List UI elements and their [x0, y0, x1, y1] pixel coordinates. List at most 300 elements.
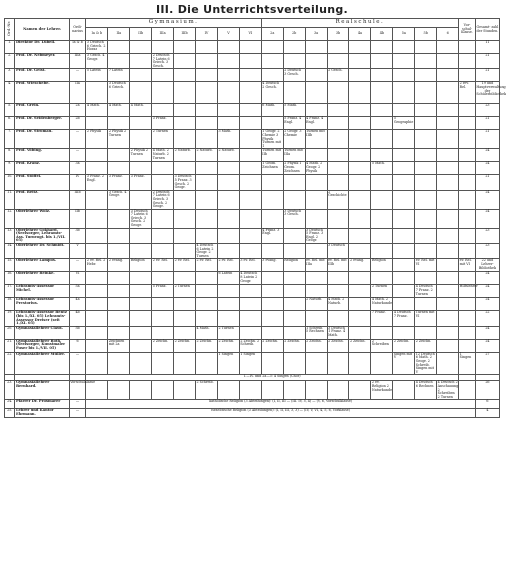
gym-cell	[239, 175, 261, 190]
table-row	[5, 82, 500, 104]
real-cell	[349, 209, 371, 228]
vorschule-cell	[459, 190, 476, 209]
gym-cell	[152, 298, 174, 311]
table-row	[5, 244, 500, 259]
real-cell	[261, 209, 283, 228]
real-cell	[283, 228, 305, 243]
ordinarius-cell: 6	[69, 339, 86, 352]
gym-cell: 2 ev. Rel. 2 Hebr.	[86, 259, 108, 272]
real-cell: Singen mit V	[393, 352, 415, 375]
real-cell	[437, 298, 459, 311]
teaching-distribution-table	[4, 18, 506, 418]
real-cell	[437, 285, 459, 298]
gym-cell: 6 Latein	[217, 272, 239, 285]
gym-cell	[217, 54, 239, 69]
header-real-3: 3b	[327, 28, 349, 41]
gym-cell	[130, 54, 152, 69]
gym-cell	[217, 104, 239, 117]
real-cell: 4 Deutsch 7 Franz. 2 Turnen	[415, 285, 437, 298]
gym-cell: 2 Physik	[86, 130, 108, 149]
table-row	[5, 228, 500, 243]
gym-cell	[196, 285, 218, 298]
singing-note: I.—IV. und 2a—3: 4 Singen (Chor)	[86, 375, 459, 381]
gym-cell	[86, 326, 108, 339]
gym-cell: 2 ev. Rel.	[174, 259, 196, 272]
gym-cell: 4 Math. 2 Naturb. 2 Turnen	[152, 149, 174, 162]
ordinarius-cell: —	[69, 259, 86, 272]
header-ord-nr: Ord.-Nr.	[5, 19, 15, 41]
row-number: 14.	[5, 244, 15, 259]
real-cell: 2 ev. Religion 2 Naturkunde	[371, 381, 393, 400]
vorschule-cell	[459, 69, 476, 82]
ordinarius-cell: —	[69, 400, 86, 409]
real-cell	[283, 175, 305, 190]
gym-cell	[86, 228, 108, 243]
real-cell	[349, 69, 371, 82]
teacher-name: Prof. Kranz.	[15, 162, 69, 175]
table-row	[5, 381, 500, 400]
gym-cell: 3 Deutsch 5 Franz. 3 Gesch. 2 Geogr.	[174, 175, 196, 190]
real-cell: ev. Rel. mit VI	[415, 259, 437, 272]
real-cell: Turnen mit IIIa	[283, 149, 305, 162]
gym-cell: 1 Singen	[239, 352, 261, 375]
gym-cell	[239, 149, 261, 162]
real-cell	[415, 162, 437, 175]
gym-cell	[130, 352, 152, 375]
real-cell	[261, 352, 283, 375]
real-cell: Religion	[283, 259, 305, 272]
table-row	[5, 162, 500, 175]
row-number: 13.	[5, 228, 15, 243]
real-cell	[349, 352, 371, 375]
real-cell	[393, 41, 415, 54]
real-cell	[349, 82, 371, 104]
table-row	[5, 259, 500, 272]
real-cell	[437, 130, 459, 149]
real-cell	[371, 209, 393, 228]
total-hours: 22	[475, 311, 499, 326]
row-number: 9.	[5, 162, 15, 175]
table-row	[5, 69, 500, 82]
header-gym-4: IIIb	[174, 28, 196, 41]
real-cell	[261, 326, 283, 339]
gym-cell	[196, 175, 218, 190]
gym-cell	[152, 162, 174, 175]
ordinarius-cell: Vorschulklasse	[69, 381, 86, 400]
gym-cell	[108, 352, 130, 375]
real-cell	[283, 311, 305, 326]
total-hours: 4	[475, 409, 499, 418]
row-number: 20.	[5, 326, 15, 339]
gym-cell	[217, 381, 239, 400]
real-cell: 2 Zeichn.	[305, 339, 327, 352]
gym-cell	[152, 175, 174, 190]
real-cell: 3 Deutsch 3 Gesch.	[283, 209, 305, 228]
vorschule-cell	[459, 162, 476, 175]
real-cell	[349, 162, 371, 175]
gym-cell	[86, 285, 108, 298]
gym-cell	[239, 130, 261, 149]
real-cell: 4 Deutsch 6 Rechnen	[415, 381, 437, 400]
teacher-name: Prof. Dr. Seidenberger.	[15, 117, 69, 130]
gym-cell	[196, 41, 218, 54]
teacher-name: Prof. Dr. Nebmeyer.	[15, 54, 69, 69]
gym-cell	[174, 130, 196, 149]
teacher-name: Lehramts-Assessor Bentz (bis 1./XI. 05) Lehramts-Assessor Dreiser (seit 1./XI. 05)	[15, 311, 69, 326]
real-cell	[261, 381, 283, 400]
ordinarius-cell: 5a	[69, 285, 86, 298]
total-hours: 21	[475, 175, 499, 190]
teacher-name: Prof. Dr. Stromau.	[15, 130, 69, 149]
gym-cell	[239, 82, 261, 104]
gym-cell	[152, 209, 174, 228]
vorschule-cell	[459, 381, 476, 400]
real-cell: 2 Deutsch 3 Gesch.	[283, 69, 305, 82]
vorschule-cell	[459, 311, 476, 326]
table-row	[5, 209, 500, 228]
gym-cell	[239, 162, 261, 175]
real-cell: 5 Franz. 4 Engl.	[283, 117, 305, 130]
real-cell	[371, 82, 393, 104]
header-real-5: 4b	[371, 28, 393, 41]
total-hours: 24	[475, 285, 499, 298]
total-hours: 24	[475, 298, 499, 311]
real-cell	[349, 381, 371, 400]
table-row	[5, 130, 500, 149]
gym-cell: 4 Deutsch 8 Latein 2 Geogr.	[239, 272, 261, 285]
ordinarius-cell: —	[69, 409, 86, 418]
teacher-name: Oberlehrer Reinke.	[15, 272, 69, 285]
real-cell	[283, 272, 305, 285]
real-cell	[283, 326, 305, 339]
gym-cell	[196, 104, 218, 117]
gym-cell	[239, 381, 261, 400]
row-number: 24.	[5, 400, 15, 409]
real-cell	[437, 69, 459, 82]
real-cell	[261, 298, 283, 311]
teacher-name: Direktor Dr. Lübell.	[15, 41, 69, 54]
table-row	[5, 175, 500, 190]
gym-cell	[217, 82, 239, 104]
real-cell	[437, 339, 459, 352]
vorschule-cell: 1 Singen	[459, 352, 476, 375]
real-cell	[371, 228, 393, 243]
real-cell	[327, 54, 349, 69]
gym-cell	[108, 149, 130, 162]
real-cell	[371, 69, 393, 82]
gym-cell	[217, 244, 239, 259]
real-cell	[371, 41, 393, 54]
gym-cell	[152, 228, 174, 243]
table-row	[5, 117, 500, 130]
real-cell	[349, 285, 371, 298]
real-cell	[437, 244, 459, 259]
ordinarius-cell: IV	[69, 175, 86, 190]
teacher-name: Prof. Grein.	[15, 104, 69, 117]
total-hours: 21	[475, 117, 499, 130]
header-real-6: 5a	[393, 28, 415, 41]
gym-cell: 4 Deutsch 6 Latein 2 Geogr. 2 Turnen	[196, 244, 218, 259]
real-cell: 1 Geogr. 2 Chemie 3 Physik Turnen mit 1	[261, 130, 283, 149]
gym-cell	[196, 69, 218, 82]
real-cell	[393, 82, 415, 104]
real-cell	[393, 104, 415, 117]
gym-cell	[86, 117, 108, 130]
real-cell	[305, 244, 327, 259]
real-cell	[349, 311, 371, 326]
gym-cell: 2 Naturb.	[174, 149, 196, 162]
ordinarius-cell: Ia & b	[69, 41, 86, 54]
row-number: 12.	[5, 209, 15, 228]
gym-cell: 3 Franz.	[108, 175, 130, 190]
total-hours: 21	[475, 54, 499, 69]
row-number: 5.	[5, 104, 15, 117]
gym-cell	[196, 298, 218, 311]
header-gym-6: V	[217, 28, 239, 41]
gym-cell	[86, 272, 108, 285]
teacher-name: Lehramts-Assessor Prestorius.	[15, 298, 69, 311]
gym-cell: 2 Physik 2 Turnen	[108, 130, 130, 149]
gym-cell	[86, 162, 108, 175]
table-row	[5, 326, 500, 339]
real-cell	[415, 298, 437, 311]
real-cell	[261, 272, 283, 285]
total-hours: 11	[475, 41, 499, 54]
table-row	[5, 41, 500, 54]
religion-note: katholische Religion (3 Abteilungen): (I, II, III — (III. IV, 5, 4) — (V, 6, Vorschulklasse)	[86, 400, 475, 409]
gym-cell	[108, 228, 130, 243]
real-cell: 5 Geographie	[393, 117, 415, 130]
real-cell	[305, 272, 327, 285]
gym-cell	[239, 117, 261, 130]
real-cell: 2 Gesch.	[327, 69, 349, 82]
total-hours: 23	[475, 104, 499, 117]
real-cell: 2 Zeichn.	[393, 339, 415, 352]
real-cell: 2 Zeichn.	[327, 339, 349, 352]
ordinarius-cell: 3b	[69, 228, 86, 243]
real-cell	[327, 352, 349, 375]
gym-cell: 2 ev. Rel.	[152, 259, 174, 272]
real-cell	[327, 41, 349, 54]
gym-cell: 1 Singen	[217, 352, 239, 375]
gym-cell	[217, 285, 239, 298]
real-cell	[327, 104, 349, 117]
real-cell	[261, 285, 283, 298]
real-cell: ev. Rel. mit IIIa	[305, 259, 327, 272]
ordinarius-cell: IIb	[69, 209, 86, 228]
gym-cell	[174, 311, 196, 326]
teacher-name: Gymnasiallehrer Müller.	[15, 352, 69, 375]
vorschule-cell	[459, 149, 476, 162]
gym-cell	[86, 190, 108, 209]
row-number: 17.	[5, 285, 15, 298]
gym-cell	[239, 190, 261, 209]
gym-cell	[174, 381, 196, 400]
gym-cell	[239, 285, 261, 298]
real-cell: 3 Deutsch	[327, 244, 349, 259]
table-row	[5, 339, 500, 352]
real-cell: 2 Zeichn.	[349, 339, 371, 352]
real-cell: Turnen mit IIb	[261, 149, 283, 162]
vorschule-cell	[459, 298, 476, 311]
real-cell	[437, 175, 459, 190]
gym-cell	[86, 82, 108, 104]
gym-cell	[196, 117, 218, 130]
real-cell: 4 Math. 2 Naturkunde	[371, 298, 393, 311]
gym-cell	[108, 381, 130, 400]
ordinarius-cell: 3a	[69, 162, 86, 175]
real-cell	[437, 54, 459, 69]
vorschule-cell: Hilfslehrer	[459, 285, 476, 298]
gym-cell	[239, 41, 261, 54]
header-real-1: 2b	[283, 28, 305, 41]
real-cell: 4 Deutsch 2 Anschauung 2 Schreiben 2 Turnen	[437, 380, 459, 399]
real-cell: 2 evang.	[349, 259, 371, 272]
gym-cell	[196, 209, 218, 228]
gym-cell: 4 Math.	[196, 326, 218, 339]
total-hours: 21	[475, 69, 499, 82]
real-cell	[327, 82, 349, 104]
teacher-name: Gymnasiallehrer Bernhard.	[15, 381, 69, 400]
gym-cell	[152, 352, 174, 375]
real-cell	[393, 285, 415, 298]
header-gym-5: IV	[196, 28, 218, 41]
row-number: 11.	[5, 190, 15, 209]
header-teacher: Namen der Lehrer.	[15, 19, 69, 41]
total-hours: 24	[475, 326, 499, 339]
gym-cell	[196, 352, 218, 375]
vorschule-cell	[459, 41, 476, 54]
real-cell	[393, 326, 415, 339]
gym-cell	[108, 162, 130, 175]
header-real-4: 4a	[349, 28, 371, 41]
vorschule-cell	[459, 228, 476, 243]
real-cell	[437, 209, 459, 228]
vorschule-cell	[459, 130, 476, 149]
gym-cell	[217, 117, 239, 130]
real-cell	[305, 54, 327, 69]
gym-cell	[239, 54, 261, 69]
gym-cell	[130, 285, 152, 298]
ordinarius-cell: 4a	[69, 298, 86, 311]
real-cell	[349, 298, 371, 311]
gym-cell	[130, 228, 152, 243]
gym-cell	[130, 162, 152, 175]
real-cell	[437, 259, 459, 272]
real-cell	[415, 41, 437, 54]
header-vorschule: Vor- schul- Klasse.	[459, 19, 476, 41]
gym-cell	[130, 69, 152, 82]
vorschule-cell	[459, 117, 476, 130]
real-cell: 7 Franz.	[371, 311, 393, 326]
real-cell	[371, 104, 393, 117]
gym-cell	[239, 298, 261, 311]
ordinarius-cell: IIIa	[69, 54, 86, 69]
real-cell	[261, 311, 283, 326]
teacher-name: Prof. Vöbing.	[15, 149, 69, 162]
gym-cell	[130, 82, 152, 104]
row-number: 19.	[5, 311, 15, 326]
total-hours: 23	[475, 228, 499, 243]
gym-cell	[86, 209, 108, 228]
page-title: III. Die Unterrichtsverteilung.	[155, 3, 349, 16]
teacher-name: Prof. Wieschebe.	[15, 82, 69, 104]
real-cell	[415, 272, 437, 285]
ordinarius-cell: IIa	[69, 82, 86, 104]
row-number: 8.	[5, 149, 15, 162]
real-cell	[349, 272, 371, 285]
gym-cell: 3 Deutsch 6 Griech.	[108, 82, 130, 104]
gym-cell: 3 Franz.	[152, 117, 174, 130]
gym-cell: 3 Gesch. 4 Geogr.	[108, 190, 130, 209]
real-cell	[349, 175, 371, 190]
real-cell	[305, 209, 327, 228]
header-realschule: Realschule.	[261, 19, 458, 28]
gym-cell	[239, 209, 261, 228]
real-cell	[393, 228, 415, 243]
total-hours: 26	[475, 381, 499, 400]
real-cell	[327, 130, 349, 149]
ordinarius-cell: V	[69, 244, 86, 259]
gym-cell	[130, 381, 152, 400]
header-ordinarius: Ordi- narius	[69, 19, 86, 41]
real-cell	[261, 54, 283, 69]
real-cell	[349, 54, 371, 69]
gym-cell: 3 Franz. 2 Engl.	[86, 175, 108, 190]
gym-cell	[130, 326, 152, 339]
real-cell	[327, 117, 349, 130]
real-cell	[437, 41, 459, 54]
ordinarius-cell: 2b	[69, 117, 86, 130]
gym-cell	[108, 311, 130, 326]
total-hours: 24	[475, 149, 499, 162]
real-cell	[327, 381, 349, 400]
real-cell	[349, 190, 371, 209]
real-cell	[371, 149, 393, 162]
real-cell	[437, 272, 459, 285]
real-cell	[305, 190, 327, 209]
real-cell	[283, 381, 305, 400]
real-cell: Religion	[371, 259, 393, 272]
real-cell	[283, 82, 305, 104]
real-cell	[305, 175, 327, 190]
teacher-name: Gymnasiallehrer Claus.	[15, 326, 69, 339]
gym-cell	[239, 311, 261, 326]
row-number: 2.	[5, 54, 15, 69]
gym-cell	[152, 311, 174, 326]
real-cell: 4 Math. 2 Naturb.	[327, 298, 349, 311]
real-cell: 5 Math.	[371, 162, 393, 175]
gym-cell	[130, 311, 152, 326]
gym-cell	[152, 69, 174, 82]
real-cell	[437, 82, 459, 104]
gym-cell	[108, 298, 130, 311]
table-row	[5, 104, 500, 117]
real-cell	[327, 209, 349, 228]
gym-cell	[86, 149, 108, 162]
teacher-name: Prof. Stöffel.	[15, 175, 69, 190]
real-cell	[261, 117, 283, 130]
teacher-name: Gymnasiallehrer Roth. (Seelsorger, Kunstmaler Fuser bis 1./VII. 05)	[15, 339, 69, 352]
real-cell	[283, 352, 305, 375]
real-cell	[415, 130, 437, 149]
teacher-name: Prof. Reitz.	[15, 190, 69, 209]
teacher-name: Oberlehrer Wolz.	[15, 209, 69, 228]
real-cell: 4 Franz. 3 Engl.	[261, 228, 283, 243]
row-number: 1.	[5, 41, 15, 54]
real-cell	[415, 104, 437, 117]
gym-cell	[217, 311, 239, 326]
